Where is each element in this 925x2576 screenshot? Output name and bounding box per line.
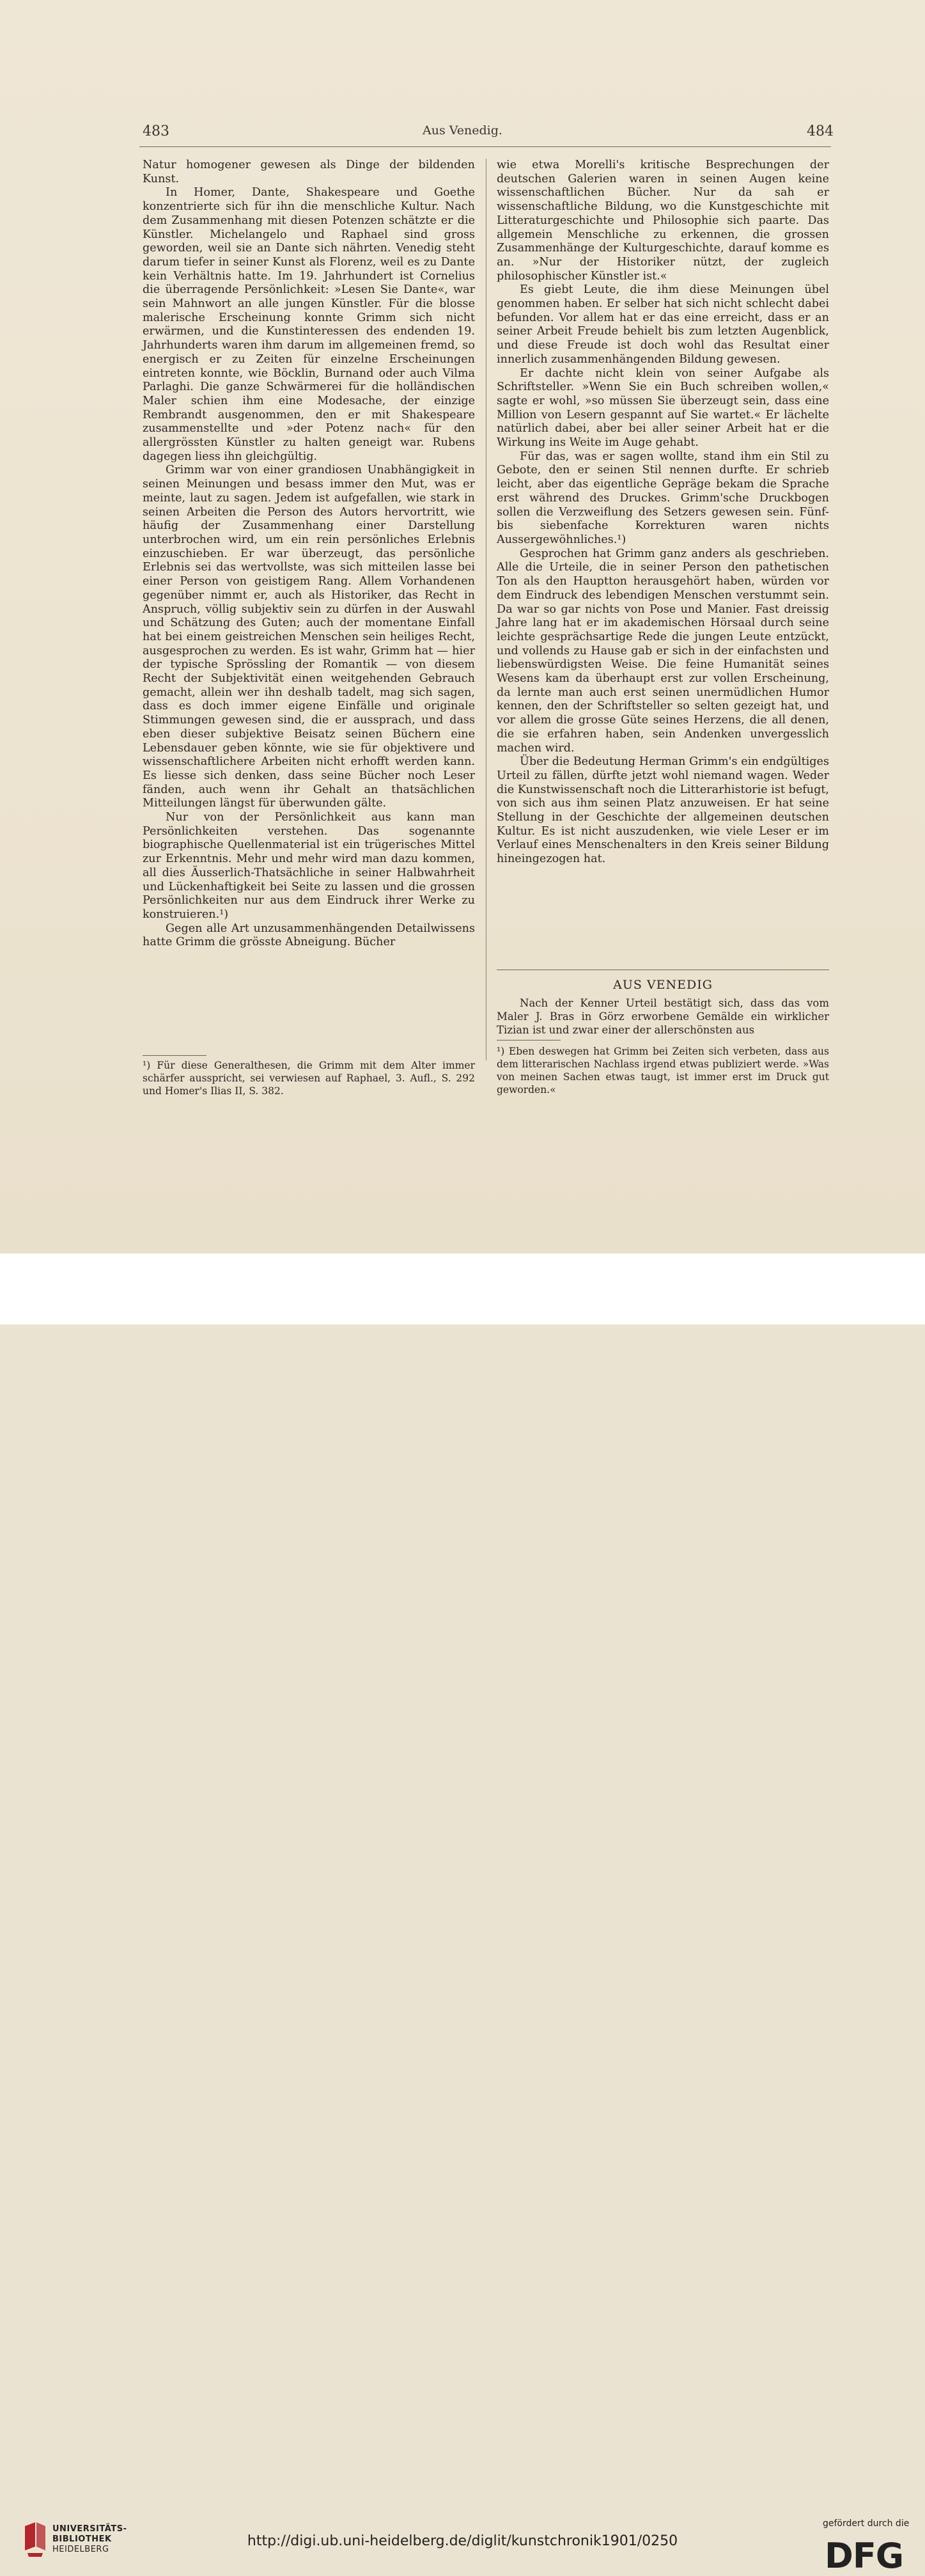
scanned-page	[0, 0, 925, 1253]
paragraph: Grimm war von einer grandiosen Unabhängigkeit in seinen Meinungen und besass immer den Mut, was er meinte, laut zu sagen. Jedem ist aufgefallen, wie stark in seinen Arbeiten die Person des Autors hervortritt, wie häufig der Zusammenhang einer Darstellung unterbrochen wird, um ein rein persönliches Erlebnis einzuschieben. Er war überzeugt, das persönliche Erlebnis sei das wertvollste, was sich mitteilen lasse bei einer Person von geistigem Rang. Allem Vorhandenen gegenüber nimmt er, auch als Historiker, das Recht in Anspruch, völlig subjektiv sein zu dürfen in der Auswahl und Schätzung des Guten; auch der momentane Einfall hat bei einem geistreichen Menschen sein heiliges Recht, ausgesprochen zu werden. Es ist wahr, Grimm hat — hier der typische Sprössling der Romantik — von diesem Recht der Subjektivität einen weitgehenden Gebrauch gemacht, allein wer ihn deshalb tadelt, mag sich sagen, dass es doch immer eigene Einfälle und originale Stimmungen gewesen sind, die er aussprach, und dass eben dieser subjektive Beisatz seinen Büchern eine Lebensdauer geben könnte, wie sie für objektivere und wissenschaftlichere Arbeiten nicht erhofft werden kann. Es liesse sich denken, dass seine Bücher noch Leser fänden, auch wenn ihr Gehalt an thatsächlichen Mitteilungen längst für überwunden gälte.	[143, 464, 475, 810]
page-number-right: 484	[807, 123, 834, 139]
paragraph: Er dachte nicht klein von seiner Aufgabe als Schriftsteller. »Wenn Sie ein Buch schreiben wollen,« sagte er wohl, »so müssen Sie überzeugt sein, dass eine Million von Lesern gespannt auf Sie wartet.« Er lächelte natürlich dabei, aber bei aller seiner Arbeit hat er die Wirkung ins Weite im Auge gehabt.	[497, 366, 829, 450]
section-title: AUS VENEDIG	[613, 978, 713, 992]
paragraph: Es giebt Leute, die ihm diese Meinungen übel genommen haben. Er selber hat sich nicht schlecht dabei befunden. Vor allem hat er das eine erreicht, dass er an seiner Arbeit Freude behielt bis zum letzten Augenblick, und diese Freude ist doch wohl das Resultat einer innerlich zusammenhängenden Bildung gewesen.	[497, 283, 829, 366]
funded-by-label: gefördert durch die	[823, 2518, 910, 2529]
footnote-rule	[497, 1040, 561, 1041]
left-column	[143, 159, 475, 950]
paragraph: Gesprochen hat Grimm ganz anders als geschrieben. Alle die Urteile, die in seiner Person den pathetischen Ton als den Hauptton herausgehört haben, würden vor dem Eindruck des lebendigen Menschen verstummt sein. Da war so gar nichts von Pose und Manier. Fast dreissig Jahre lang hat er im akademischen Hörsaal durch seine leichte gesprächsartige Rede die jungen Leute entzückt, und vollends zu Hause gab er sich in der einfachsten und liebenswürdigsten Weise. Die feine Humanität seines Wesens kam da überhaupt erst zur vollen Erscheinung, da lernte man auch erst seinen unermüdlichen Humor kennen, den der Schriftsteller so selten gezeigt hat, und vor allem die grosse Güte seines Herzens, die all denen, die sie erfahren haben, sein Andenken unvergesslich machen wird.	[497, 547, 829, 755]
right-column	[497, 159, 829, 867]
library-line: HEIDELBERG	[52, 2545, 109, 2554]
library-line: UNIVERSITÄTS-	[52, 2524, 127, 2534]
footnote-text: ¹) Eben deswegen hat Grimm bei Zeiten sich verbeten, dass aus dem litterarischen Nachlass irgend etwas publiziert werde. »Was von meinen Sachen etwas taugt, ist immer erst im Druck gut geworden.«	[497, 1046, 829, 1096]
footnote-rule	[143, 1055, 206, 1056]
running-header: Aus Venedig.	[423, 123, 502, 137]
paragraph: Nach der Kenner Urteil bestätigt sich, dass das vom Maler J. Bras in Görz erworbene Gemälde ein wirklicher Tizian ist und zwar einer der allerschönsten aus	[497, 997, 829, 1036]
footer-bar	[0, 1253, 925, 2576]
permalink-url[interactable]: http://digi.ub.uni-heidelberg.de/diglit/kunstchronik1901/0250	[247, 2533, 678, 2549]
section-body	[497, 996, 829, 1037]
page-number-left: 483	[143, 123, 169, 139]
paragraph: In Homer, Dante, Shakespeare und Goethe konzentrierte sich für ihn die menschliche Kultur. Nach dem Zusammenhang mit diesen Potenzen schätzte er die Künstler. Michelangelo und Raphael sind gross geworden, weil sie an Dante sich nährten. Venedig steht darum tiefer in seiner Kunst als Florenz, weil es zu Dante kein Verhältnis hatte. Im 19. Jahrhundert ist Cornelius die überragende Persönlichkeit: »Lesen Sie Dante«, war sein Mahnwort an alle jungen Künstler. Für die blosse malerische Erscheinung konnte Grimm sich nicht erwärmen, und die Kunstinteressen des endenden 19. Jahrhunderts waren ihm darum im allgemeinen fremd, so energisch er zu Zeiten für einzelne Erscheinungen eintreten konnte, wie Böcklin, Burnand oder auch Vilma Parlaghi. Die ganze Schwärmerei für die holländischen Maler schien ihm eine Modesache, der einzige Rembrandt ausgenommen, den er mit Shakespeare zusammenstellte und »der Potenz nach« für den allergrössten Künstler zu halten geneigt war. Rubens dagegen liess ihn gleichgültig.	[143, 186, 475, 463]
library-line: BIBLIOTHEK	[52, 2534, 112, 2544]
paragraph: Nur von der Persönlichkeit aus kann man Persönlichkeiten verstehen. Das sogenannte biographische Quellenmaterial ist ein trügerisches Mittel zur Erkenntnis. Mehr und mehr wird man dazu kommen, all dies Äusserlich-Thatsächliche in seiner Halbwahrheit und Lückenhaftigkeit bei Seite zu lassen und die grossen Persönlichkeiten nur aus dem Eindruck ihrer Werke zu konstruieren.¹)	[143, 811, 475, 921]
footnote-right	[497, 1045, 829, 1096]
paragraph: Über die Bedeutung Herman Grimm's ein endgültiges Urteil zu fällen, dürfte jetzt wohl niemand wagen. Weder die Kunstwissenschaft noch die Litterarhistorie ist befugt, von sich aus ihm seinen Platz anzuweisen. Er hat seine Stellung in der Geschichte der allgemeinen deutschen Kultur. Es ist nicht auszudenken, wie viele Leser er im Verlauf eines Menschenalters in den Kreis seiner Bildung hineingezogen hat.	[497, 755, 829, 866]
dfg-logo: DFG	[825, 2536, 904, 2576]
paragraph: Gegen alle Art unzusammenhängenden Detailwissens hatte Grimm die grösste Abneigung. Bücher	[143, 922, 475, 949]
footnote-text: ¹) Für diese Generalthesen, die Grimm mit dem Alter immer schärfer ausspricht, sei verwiesen auf Raphael, 3. Aufl., S. 292 und Homer's Ilias II, S. 382.	[143, 1060, 475, 1097]
paragraph: wie etwa Morelli's kritische Besprechungen der deutschen Galerien waren in seinen Augen keine wissenschaftlichen Bücher. Nur da sah er wissenschaftliche Bildung, wo die Kunstgeschichte mit Litteraturgeschichte und Philosophie sich paarte. Das allgemein Menschliche zu erkennen, die grossen Zusammenhänge der Kulturgeschichte, darauf komme es an. »Nur der Historiker nützt, der zugleich philosophischer Künstler ist.«	[497, 159, 829, 283]
footnote-left	[143, 1059, 475, 1097]
paragraph: Natur homogener gewesen als Dinge der bildenden Kunst.	[143, 159, 475, 185]
header-rule	[139, 146, 831, 147]
paragraph: Für das, was er sagen wollte, stand ihm ein Stil zu Gebote, den er seinen Stil nennen durfte. Er schrieb leicht, aber das eigentliche Gepräge bekam die Sprache erst während des Druckes. Grimm'sche Druckbogen sollen die Verzweiflung des Setzers gewesen sein. Fünf- bis siebenfache Korrekturen waren nichts Aussergewöhnliches.¹)	[497, 450, 829, 546]
